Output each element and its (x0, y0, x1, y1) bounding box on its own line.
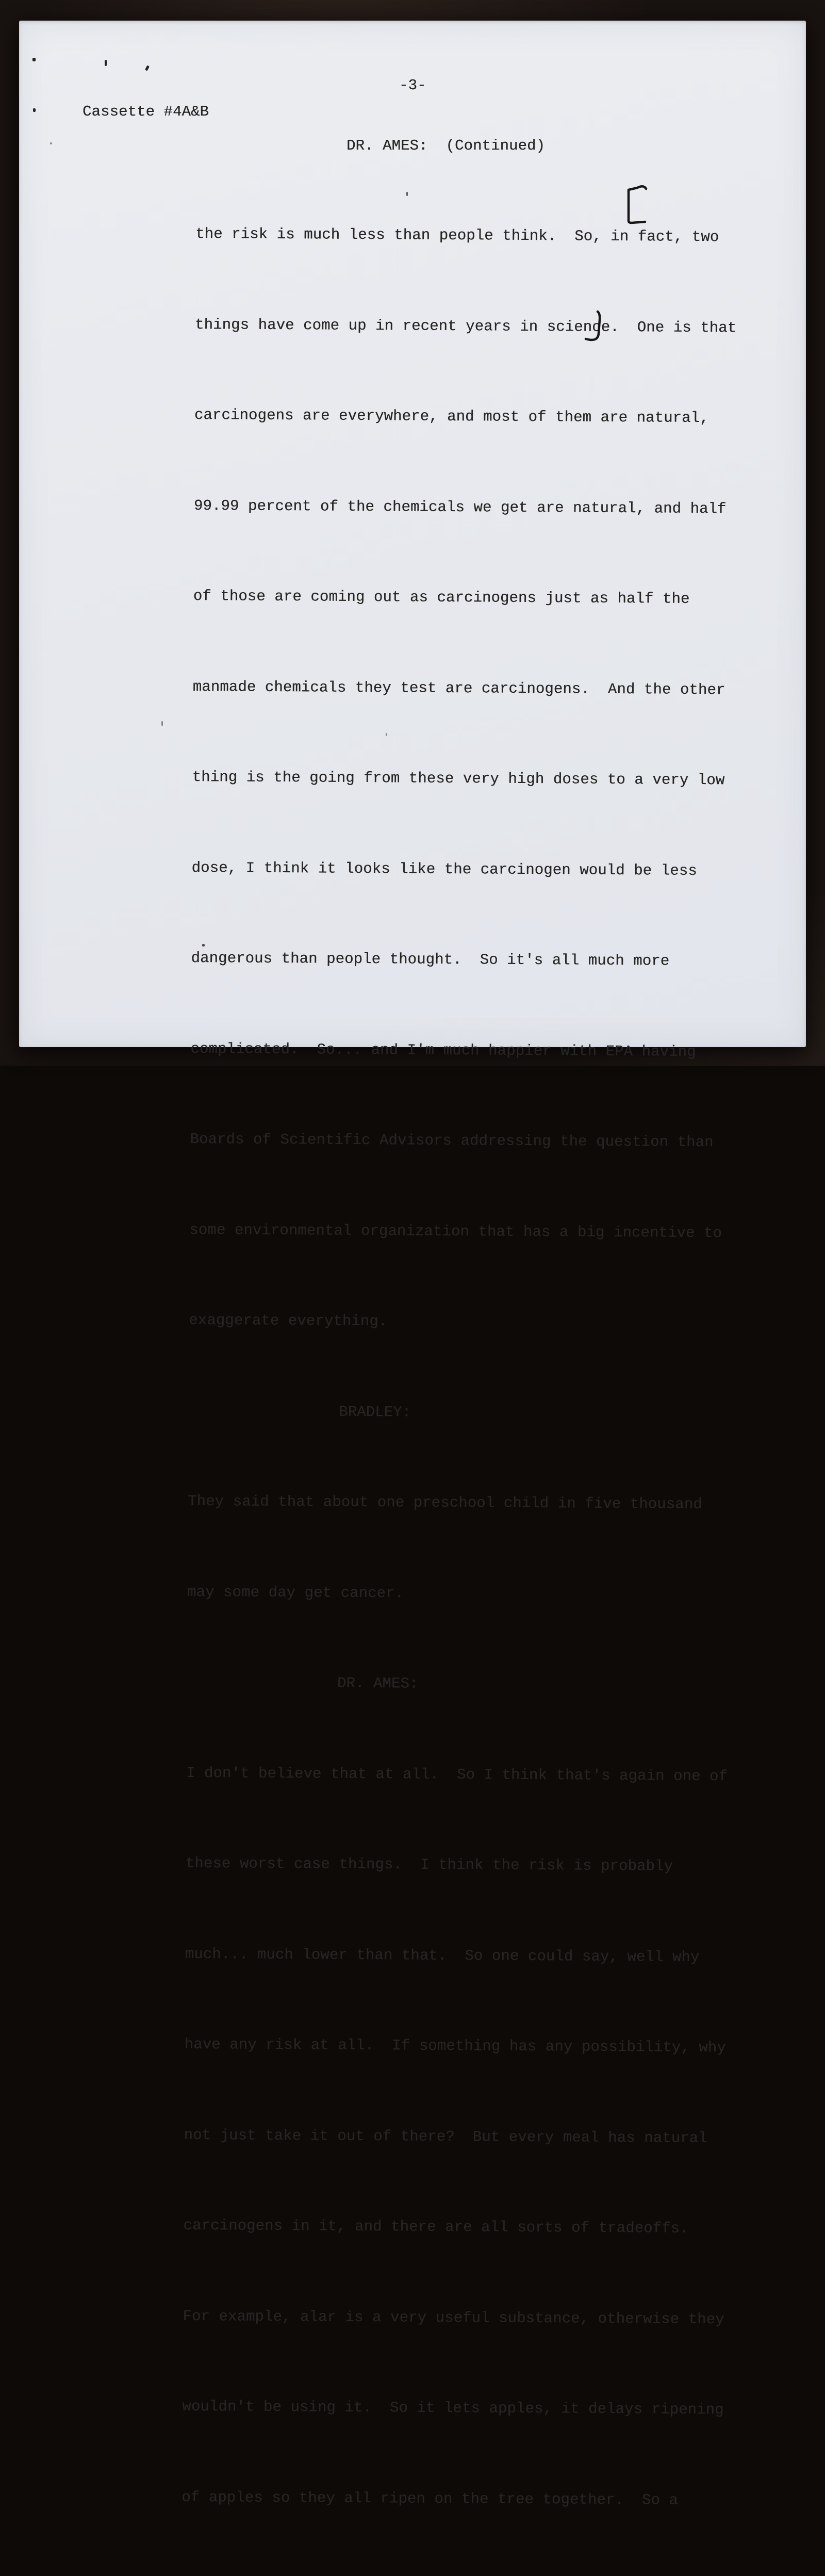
transcript-line: thing is the going from these very high doses to a very low (192, 768, 725, 789)
transcript-line: carcinogens in it, and there are all sorts of tradeoffs. (183, 2216, 689, 2237)
bracket-stroke (586, 312, 600, 340)
transcript-line: I don't believe that at all. So I think that's again one of (186, 1764, 728, 1785)
cassette-label: Cassette #4A&B (82, 103, 209, 120)
ink-artifact (202, 944, 205, 947)
transcript-line: some environmental organization that has a big incentive to (189, 1221, 722, 1242)
ink-artifact (161, 721, 163, 726)
transcript-line: may some day get cancer. (187, 1583, 404, 1602)
ink-artifact (406, 192, 408, 196)
speaker-heading-bradley: BRADLEY: (339, 1403, 411, 1421)
ink-artifact (145, 65, 150, 71)
transcript-line: 99.99 percent of the chemicals we get are natural, and half (193, 497, 727, 517)
page-number: -3- (399, 77, 426, 94)
transcript-line: not just take it out of there? But every meal has natural (184, 2126, 707, 2147)
transcript-line: of those are coming out as carcinogens just as half the (193, 587, 690, 608)
document-page (19, 21, 806, 2509)
ink-artifact (386, 733, 387, 736)
transcript-line: the risk is much less than people think. So, in fact, two (195, 225, 719, 246)
transcript-line: carcinogens are everywhere, and most of them are natural, (194, 406, 709, 427)
transcript-line: dangerous than people thought. So it's all much more (191, 949, 670, 970)
transcript-line: They said that about one preschool child in five thousand (188, 1492, 702, 1513)
speaker-heading-dr-ames: DR. AMES: (337, 1674, 419, 1692)
paper-speck (50, 142, 52, 144)
handwritten-closing-bracket (583, 309, 616, 351)
transcript-line: wouldn't be using it. So it lets apples, it delays ripening (182, 2398, 724, 2419)
transcript-line: things have come up in recent years in science. One is that (194, 316, 737, 336)
transcript-line: dose, I think it looks like the carcinogen would be less (191, 859, 697, 879)
paper-speck (32, 58, 36, 61)
transcript-line: For example, alar is a very useful substance, otherwise they (183, 2307, 724, 2328)
transcript-line: Boards of Scientific Advisors addressing the question than (190, 1130, 714, 1151)
transcript-line: these worst case things. I think the risk is probably (185, 1854, 673, 1875)
handwritten-opening-bracket (622, 183, 655, 232)
transcript-line: have any risk at all. If something has any possibility, why (184, 2035, 726, 2057)
transcript-line: complicated. So... and I'm much happier with EPA having (190, 1040, 696, 1061)
bracket-stroke (629, 186, 646, 223)
transcript-line: exaggerate everything. (189, 1311, 388, 1330)
ink-artifact (105, 60, 107, 66)
transcript-body (181, 159, 737, 2576)
transcript-line: of apples so they all ripen on the tree together. So a (182, 2488, 679, 2509)
speaker-heading-continued: DR. AMES: (Continued) (346, 137, 546, 154)
transcript-line: manmade chemicals they test are carcinogens. And the other (192, 678, 725, 698)
paper-speck (33, 108, 36, 112)
transcript-line: much... much lower than that. So one could say, well why (185, 1945, 700, 1966)
